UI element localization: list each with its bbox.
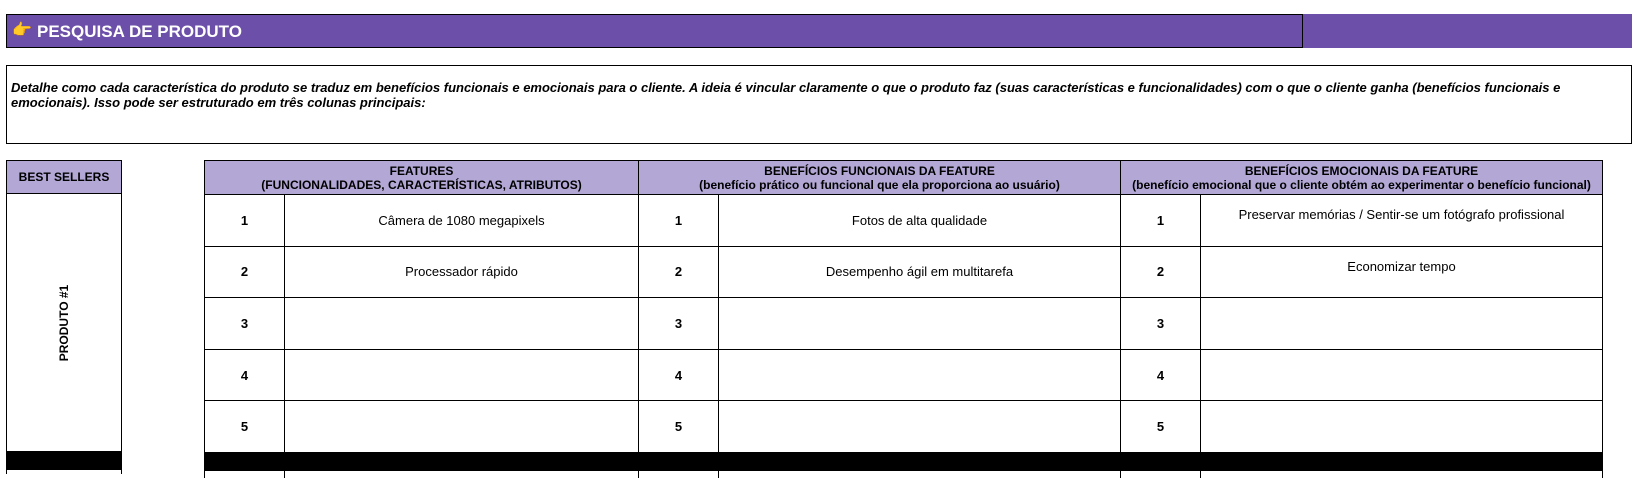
emotional-benefits-column-subtitle: (benefício emocional que o cliente obtém ao experimentar o benefício funcional) [1132,177,1591,192]
separator-row [205,452,1603,470]
emotional-number-cell[interactable]: 4 [1121,349,1201,401]
functional-number-cell[interactable]: 5 [639,401,719,453]
functional-benefit-cell[interactable] [719,470,1121,478]
product-label-cell [6,194,122,452]
functional-number-cell[interactable]: 3 [639,298,719,350]
feature-number-cell[interactable]: 4 [205,349,285,401]
functional-benefit-cell[interactable]: Fotos de alta qualidade [719,195,1121,247]
feature-cell[interactable]: Câmera de 1080 megapixels [285,195,639,247]
functional-benefits-column-subtitle: (benefício prático ou funcional que ela proporciona ao usuário) [699,177,1060,192]
emotional-number-cell[interactable]: 2 [1121,246,1201,298]
feature-number-cell[interactable]: 5 [205,401,285,453]
feature-number-cell[interactable]: 2 [205,246,285,298]
functional-benefit-cell[interactable] [719,401,1121,453]
emotional-benefit-cell[interactable]: Economizar tempo [1201,246,1603,298]
feature-number-cell[interactable]: 3 [205,298,285,350]
functional-benefit-cell[interactable] [719,349,1121,401]
table-row [205,246,1603,298]
functional-benefits-column-title: BENEFÍCIOS FUNCIONAIS DA FEATURE [764,163,995,178]
functional-benefits-column-header[interactable] [639,161,1121,195]
emotional-benefit-cell[interactable] [1201,298,1603,350]
feature-cell[interactable] [285,349,639,401]
table-row [205,298,1603,350]
feature-cell[interactable] [285,401,639,453]
next-product-cell[interactable] [6,470,122,474]
product-label: PRODUTO #1 [57,284,71,362]
separator-bar [205,452,1603,470]
features-column-subtitle: (FUNCIONALIDADES, CARACTERÍSTICAS, ATRIBUTOS) [261,177,582,192]
feature-number-cell[interactable] [205,470,285,478]
functional-benefit-cell[interactable] [719,298,1121,350]
table-row [205,195,1603,247]
table-row [205,349,1603,401]
features-column-header[interactable] [205,161,639,195]
functional-number-cell[interactable] [639,470,719,478]
emotional-benefit-cell[interactable] [1201,470,1603,478]
feature-cell[interactable] [285,298,639,350]
functional-benefit-cell[interactable]: Desempenho ágil em multitarefa [719,246,1121,298]
features-column-title: FEATURES [389,163,454,178]
emotional-benefit-cell[interactable]: Preservar memórias / Sentir-se um fotógrafo profissional [1201,195,1603,247]
emotional-number-cell[interactable]: 5 [1121,401,1201,453]
feature-number-cell[interactable]: 1 [205,195,285,247]
emotional-benefits-column-title: BENEFÍCIOS EMOCIONAIS DA FEATURE [1244,163,1479,178]
emotional-number-cell[interactable]: 3 [1121,298,1201,350]
emotional-number-cell[interactable]: 1 [1121,195,1201,247]
functional-number-cell[interactable]: 4 [639,349,719,401]
feature-cell[interactable]: Processador rápido [285,246,639,298]
pointing-hand-icon: 👉 [12,22,32,39]
feature-cell[interactable] [285,470,639,478]
best-sellers-header[interactable]: BEST SELLERS [6,160,122,194]
functional-number-cell[interactable]: 1 [639,195,719,247]
emotional-number-cell[interactable] [1121,470,1201,478]
table-row [205,470,1603,478]
emotional-benefit-cell[interactable] [1201,349,1603,401]
functional-number-cell[interactable]: 2 [639,246,719,298]
emotional-benefit-cell[interactable] [1201,401,1603,453]
page-title: PESQUISA DE PRODUTO [37,22,242,41]
description-text: Detalhe como cada característica do produto se traduz em benefícios funcionais e emocionais para o cliente. A ideia é vincular claramente o que o produto faz (suas características e funcionalidades) com o que o cliente ganha (benefícios funcionais e emocionais). Isso pode ser estruturado em três colunas principais: [11,80,1561,110]
separator-bar [6,452,122,470]
feature-benefit-table [204,160,1603,478]
table-row [205,401,1603,453]
emotional-benefits-column-header[interactable] [1121,161,1603,195]
